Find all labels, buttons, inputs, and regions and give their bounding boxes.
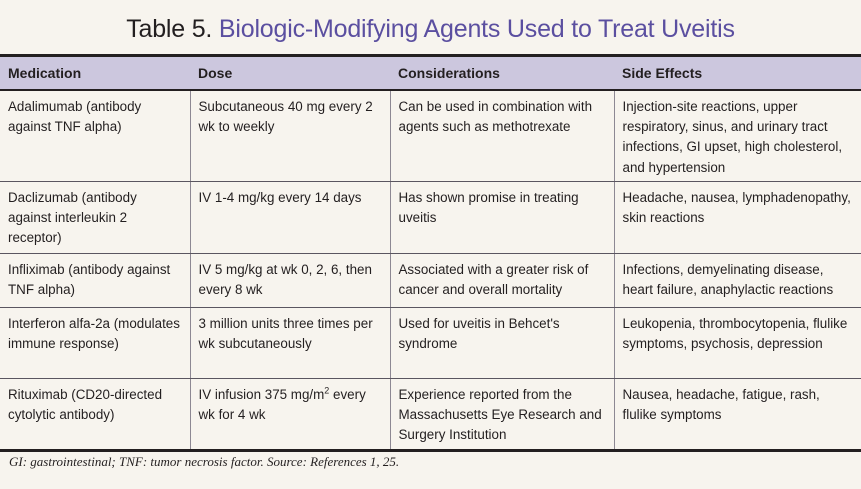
dose-cell xyxy=(190,378,390,450)
dose-superscript: 2 xyxy=(324,385,330,396)
dose-cell: 3 million units three times per wk subcutaneously xyxy=(190,307,390,378)
table-row xyxy=(0,181,861,253)
medication-cell: Infliximab (antibody against TNF alpha) xyxy=(0,253,190,307)
medication-cell: Rituximab (CD20-directed cytolytic antibody) xyxy=(0,378,190,450)
side-effects-cell: Infections, demyelinating disease, heart failure, anaphylactic reactions xyxy=(614,253,861,307)
column-header-side-effects: Side Effects xyxy=(614,56,861,91)
column-header-considerations: Considerations xyxy=(390,56,614,91)
side-effects-cell: Leukopenia, thrombocytopenia, flulike symptoms, psychosis, depression xyxy=(614,307,861,378)
considerations-cell: Associated with a greater risk of cancer and overall mortality xyxy=(390,253,614,307)
considerations-cell: Can be used in combination with agents such as methotrexate xyxy=(390,90,614,181)
side-effects-cell: Headache, nausea, lymphadenopathy, skin reactions xyxy=(614,181,861,253)
considerations-cell: Has shown promise in treating uveitis xyxy=(390,181,614,253)
side-effects-cell: Injection-site reactions, upper respiratory, sinus, and urinary tract infections, GI upset, high cholesterol, and hypertension xyxy=(614,90,861,181)
dose-cell: IV 5 mg/kg at wk 0, 2, 6, then every 8 wk xyxy=(190,253,390,307)
table-title xyxy=(0,14,861,44)
considerations-cell: Experience reported from the Massachusetts Eye Research and Surgery Institution xyxy=(390,378,614,450)
dose-text-suffix: every wk for 4 wk xyxy=(198,386,366,422)
dose-cell: Subcutaneous 40 mg every 2 wk to weekly xyxy=(190,90,390,181)
table-footnote: GI: gastrointestinal; TNF: tumor necrosis factor. Source: References 1, 25. xyxy=(9,454,400,469)
considerations-cell: Used for uveitis in Behcet's syndrome xyxy=(390,307,614,378)
medication-cell: Adalimumab (antibody against TNF alpha) xyxy=(0,90,190,181)
table-row xyxy=(0,378,861,450)
medication-cell: Daclizumab (antibody against interleukin 2 receptor) xyxy=(0,181,190,253)
table-header-row xyxy=(0,56,861,91)
table-row xyxy=(0,253,861,307)
column-header-dose: Dose xyxy=(190,56,390,91)
medication-cell: Interferon alfa-2a (modulates immune response) xyxy=(0,307,190,378)
table-name: Biologic-Modifying Agents Used to Treat Uveitis xyxy=(218,15,735,43)
dose-text: IV infusion 375 mg/m xyxy=(198,386,325,402)
side-effects-cell: Nausea, headache, fatigue, rash, flulike symptoms xyxy=(614,378,861,450)
table-number: Table 5. xyxy=(126,15,213,43)
table-row xyxy=(0,307,861,378)
dose-cell: IV 1-4 mg/kg every 14 days xyxy=(190,181,390,253)
column-header-medication: Medication xyxy=(0,56,190,91)
uveitis-agents-table xyxy=(0,54,861,452)
table-row xyxy=(0,90,861,181)
